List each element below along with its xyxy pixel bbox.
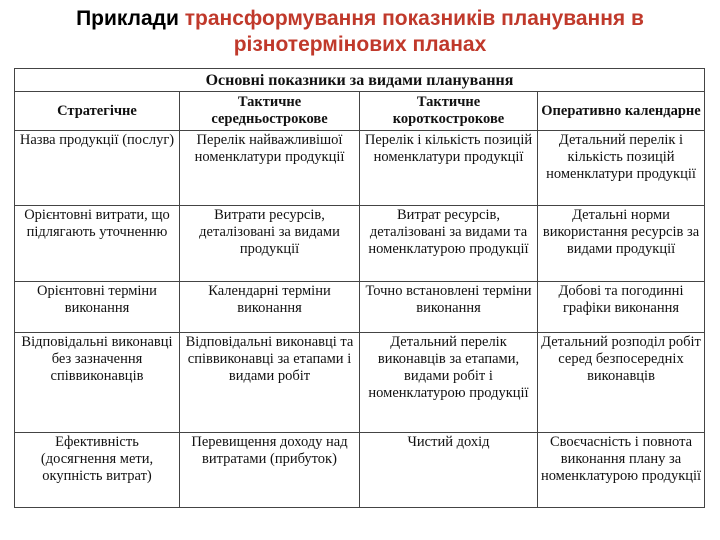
table-row [15,432,705,507]
table-cell: Перелік і кількість позицій номенклатури продукції [360,131,538,206]
table-row [15,206,705,281]
slide-title [0,6,720,58]
table-row [15,131,705,206]
table-caption: Основні показники за видами планування [15,69,705,92]
table-cell: Детальний розподіл робіт серед безпосередніх виконавців [538,333,705,432]
table-cell: Перелік найважливішої номенклатури продукції [180,131,360,206]
table-row [15,333,705,432]
planning-indicators-table [14,68,705,508]
table-cell: Детальні норми використання ресурсів за видами продукції [538,206,705,281]
header-operational: Оперативно календарне [538,92,705,131]
table-cell: Календарні терміни виконання [180,281,360,333]
table-cell: Перевищення доходу над витратами (прибуток) [180,432,360,507]
table-cell: Витрат ресурсів, деталізовані за видами та номенклатурою продукції [360,206,538,281]
table-cell: Точно встановлені терміни виконання [360,281,538,333]
title-part-red-2: різнотермінових планах [233,33,487,56]
title-part-red-1: трансформування показників планування в [184,7,644,30]
table-cell: Орієнтовні терміни виконання [15,281,180,333]
table-cell: Своєчасність і повнота виконання плану за номенклатурою продукції [538,432,705,507]
table-cell: Добові та погодинні графіки виконання [538,281,705,333]
header-tactical-short: Тактичне короткострокове [360,92,538,131]
table-cell: Назва продукції (послуг) [15,131,180,206]
table-cell: Витрати ресурсів, деталізовані за видами продукції [180,206,360,281]
table-cell: Відповідальні виконавці та співвиконавці за етапами і видами робіт [180,333,360,432]
title-part-black: Приклади [76,7,185,30]
table-cell: Детальний перелік виконавців за етапами, видами робіт і номенклатурою продукції [360,333,538,432]
table-cell: Чистий дохід [360,432,538,507]
table-cell: Орієнтовні витрати, що підлягають уточненню [15,206,180,281]
header-strategic: Стратегічне [15,92,180,131]
header-row [15,92,705,131]
table-cell: Ефективність (досягнення мети, окупність витрат) [15,432,180,507]
table-cell: Детальний перелік і кількість позицій номенклатури продукції [538,131,705,206]
header-tactical-medium: Тактичне середньострокове [180,92,360,131]
table-cell: Відповідальні виконавці без зазначення співвиконавців [15,333,180,432]
table-row [15,281,705,333]
